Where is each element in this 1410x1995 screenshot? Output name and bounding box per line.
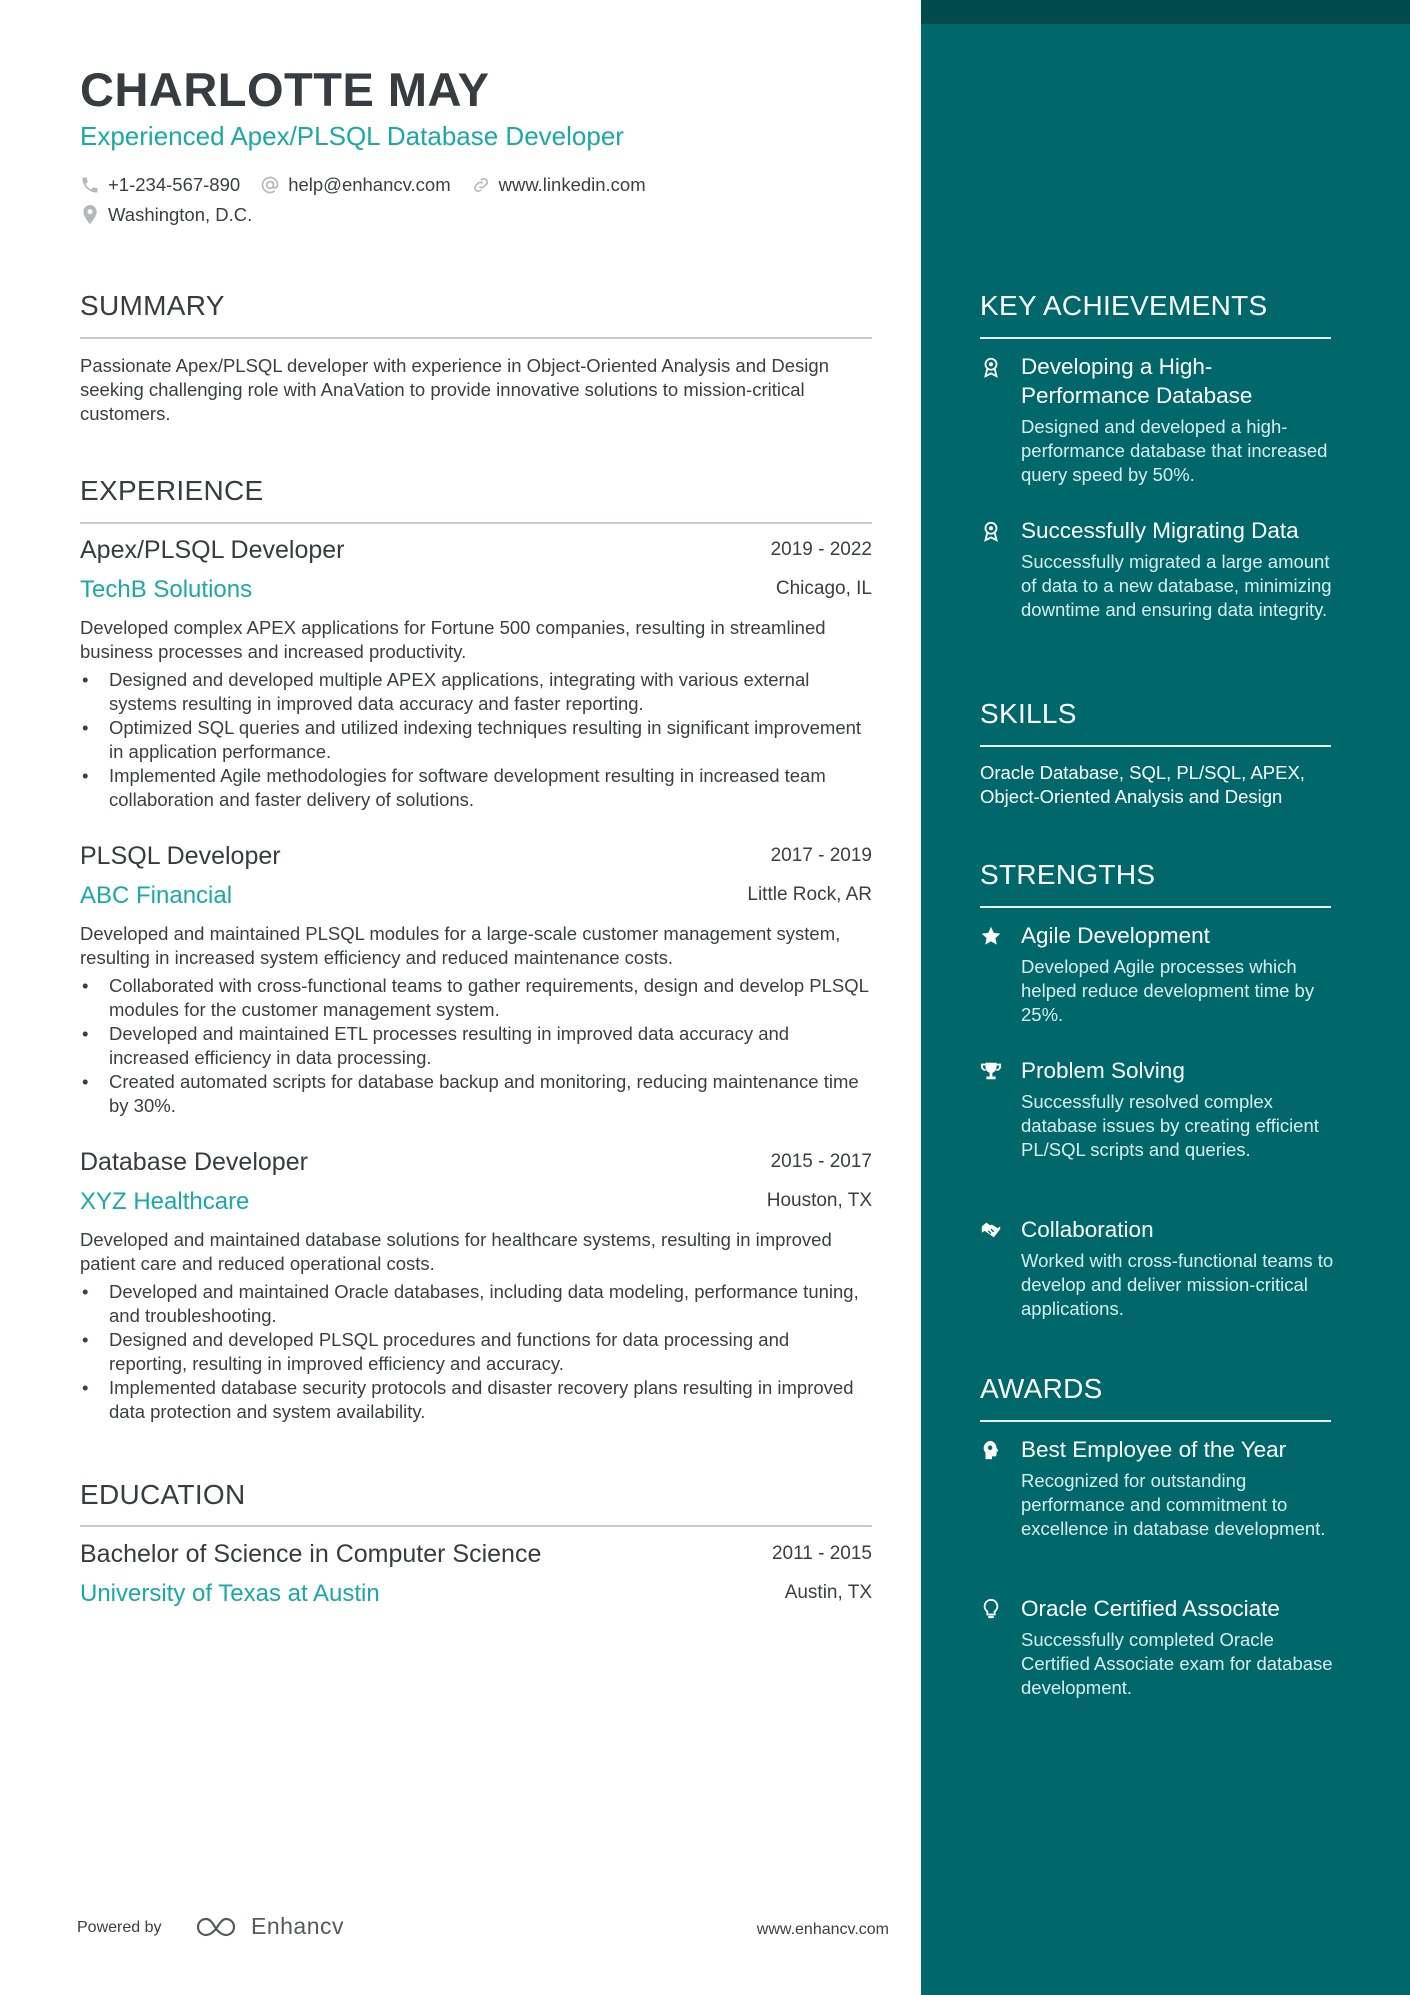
skills-divider [980, 745, 1331, 747]
contact-row-2 [80, 204, 272, 226]
achievement-item [980, 516, 1340, 622]
strength-title: Collaboration [1021, 1217, 1154, 1242]
sidebar [921, 0, 1410, 1995]
award-item [980, 1435, 1340, 1541]
strength-text: Successfully resolved complex database issues by creating efficient PL/SQL scripts and queries. [1021, 1091, 1319, 1160]
school: University of Texas at Austin [80, 1580, 380, 1607]
awards-heading: AWARDS [980, 1373, 1103, 1404]
job-description: Developed complex APEX applications for Fortune 500 companies, resulting in streamlined business processes and increased productivity. [80, 617, 826, 662]
achievement-item [980, 352, 1340, 487]
experience-heading: EXPERIENCE [80, 475, 264, 506]
job-description: Developed and maintained database solutions for healthcare systems, resulting in improved patient care and reduced operational costs. [80, 1229, 832, 1274]
email-text[interactable]: help@enhancv.com [288, 174, 451, 195]
award-text: Recognized for outstanding performance and commitment to excellence in database development. [1021, 1470, 1326, 1539]
lightbulb-icon [980, 1598, 1002, 1620]
job-role: Apex/PLSQL Developer [80, 536, 345, 564]
job-location: Chicago, IL [775, 578, 872, 599]
enhancv-brand: Enhancv [251, 1913, 345, 1939]
achievement-text: Designed and developed a high-performance database that increased query speed by 50%. [1021, 416, 1328, 485]
job-dates: 2019 - 2022 [770, 539, 872, 560]
sidebar-top-bar [921, 0, 1410, 24]
bullet-item: • Developed and maintained Oracle databases, including data modeling, performance tuning, and troubleshooting. [82, 1281, 859, 1326]
contact-email[interactable] [260, 174, 450, 196]
enhancv-logo-icon [195, 1915, 241, 1939]
bullet-item: • Created automated scripts for database backup and monitoring, reducing maintenance time by 30%. [82, 1071, 859, 1116]
skills-text: Oracle Database, SQL, PL/SQL, APEX, Object-Oriented Analysis and Design [980, 762, 1305, 807]
job-role: Database Developer [80, 1148, 308, 1176]
job-role: PLSQL Developer [80, 842, 281, 870]
at-icon [260, 175, 280, 195]
strength-title: Problem Solving [1021, 1058, 1185, 1083]
strength-text: Worked with cross-functional teams to develop and deliver mission-critical applications. [1021, 1250, 1334, 1319]
strength-item [980, 921, 1340, 1027]
strengths-heading: STRENGTHS [980, 859, 1156, 890]
job-dates: 2017 - 2019 [770, 845, 872, 866]
contact-location [80, 204, 252, 226]
job-dates: 2015 - 2017 [770, 1151, 872, 1172]
phone-icon [80, 175, 100, 195]
location-text: Washington, D.C. [108, 204, 253, 225]
award-title: Oracle Certified Associate [1021, 1596, 1280, 1621]
summary-text: Passionate Apex/PLSQL developer with experience in Object-Oriented Analysis and Design seeking challenging role with AnaVation to provide innovative solutions to mission-critical customers. [80, 355, 829, 424]
award-text: Successfully completed Oracle Certified Associate exam for database development. [1021, 1629, 1333, 1698]
powered-by-label: Powered by [77, 1919, 162, 1936]
award-title: Best Employee of the Year [1021, 1437, 1287, 1462]
job-description: Developed and maintained PLSQL modules for a large-scale customer management system, resulting in increased system efficiency and reduced maintenance costs. [80, 923, 841, 968]
achievement-text: Successfully migrated a large amount of data to a new database, minimizing downtime and ensuring data integrity. [1021, 551, 1332, 620]
bullet-item: • Collaborated with cross-functional teams to gather requirements, design and develop PLSQL modules for the customer management system. [82, 975, 869, 1020]
education-divider [80, 1525, 872, 1527]
achievement-title: Successfully Migrating Data [1021, 518, 1299, 543]
skills-heading: SKILLS [980, 698, 1077, 729]
job-company: ABC Financial [80, 882, 233, 909]
achievement-title: Developing a High-Performance Database [1021, 354, 1253, 408]
summary-heading: SUMMARY [80, 290, 225, 321]
bullet-item: • Designed and developed PLSQL procedures and functions for data processing and reporting, resulting in improved efficiency and accuracy. [82, 1329, 790, 1374]
award-item [980, 1594, 1340, 1700]
head-idea-icon [980, 1439, 1002, 1461]
strength-title: Agile Development [1021, 923, 1210, 948]
handshake-icon [980, 1219, 1002, 1241]
bullet-item: • Developed and maintained ETL processes resulting in improved data accuracy and increased efficiency in data processing. [82, 1023, 790, 1068]
contact-row [80, 174, 666, 196]
location-pin-icon [80, 204, 100, 226]
job-company: TechB Solutions [80, 576, 253, 603]
strength-text: Developed Agile processes which helped reduce development time by 25%. [1021, 956, 1315, 1025]
footer-url[interactable]: www.enhancv.com [756, 1921, 889, 1938]
job-location: Houston, TX [766, 1190, 872, 1211]
enhancv-logo[interactable] [195, 1913, 344, 1940]
job-location: Little Rock, AR [747, 884, 872, 905]
contact-website[interactable] [471, 174, 646, 196]
trophy-icon [980, 1060, 1002, 1082]
award-icon [980, 356, 1002, 378]
education-item [80, 1540, 872, 1620]
phone-text: +1-234-567-890 [108, 174, 241, 195]
contact-phone [80, 174, 240, 196]
job-bullets [80, 668, 872, 812]
strength-item [980, 1056, 1340, 1162]
link-icon [471, 175, 491, 195]
job-company: XYZ Healthcare [80, 1188, 250, 1215]
experience-item [80, 536, 872, 812]
summary-divider [80, 337, 872, 339]
candidate-name: CHARLOTTE MAY [80, 63, 490, 116]
achievements-divider [980, 337, 1331, 339]
degree: Bachelor of Science in Computer Science [80, 1540, 542, 1568]
website-text[interactable]: www.linkedin.com [498, 174, 646, 195]
bullet-item: • Designed and developed multiple APEX applications, integrating with various external systems resulting in improved data accuracy and faster reporting. [82, 669, 810, 714]
experience-item [80, 842, 872, 1118]
achievements-heading: KEY ACHIEVEMENTS [980, 290, 1268, 321]
bullet-item: • Implemented database security protocols and disaster recovery plans resulting in improved data protection and system availability. [82, 1377, 854, 1422]
bullet-item: • Implemented Agile methodologies for software development resulting in increased team collaboration and faster delivery of solutions. [82, 765, 826, 810]
education-heading: EDUCATION [80, 1479, 246, 1510]
school-location: Austin, TX [784, 1582, 872, 1603]
awards-divider [980, 1420, 1331, 1422]
job-bullets [80, 1280, 872, 1424]
bullet-item: • Optimized SQL queries and utilized indexing techniques resulting in significant improvement in application performance. [82, 717, 862, 762]
star-icon [980, 925, 1002, 947]
award-icon [980, 520, 1002, 542]
education-dates: 2011 - 2015 [771, 1543, 872, 1564]
experience-divider [80, 522, 872, 524]
candidate-title: Experienced Apex/PLSQL Database Developer [80, 121, 624, 151]
strength-item [980, 1215, 1340, 1321]
strengths-divider [980, 906, 1331, 908]
job-bullets [80, 974, 872, 1118]
experience-item [80, 1148, 872, 1424]
